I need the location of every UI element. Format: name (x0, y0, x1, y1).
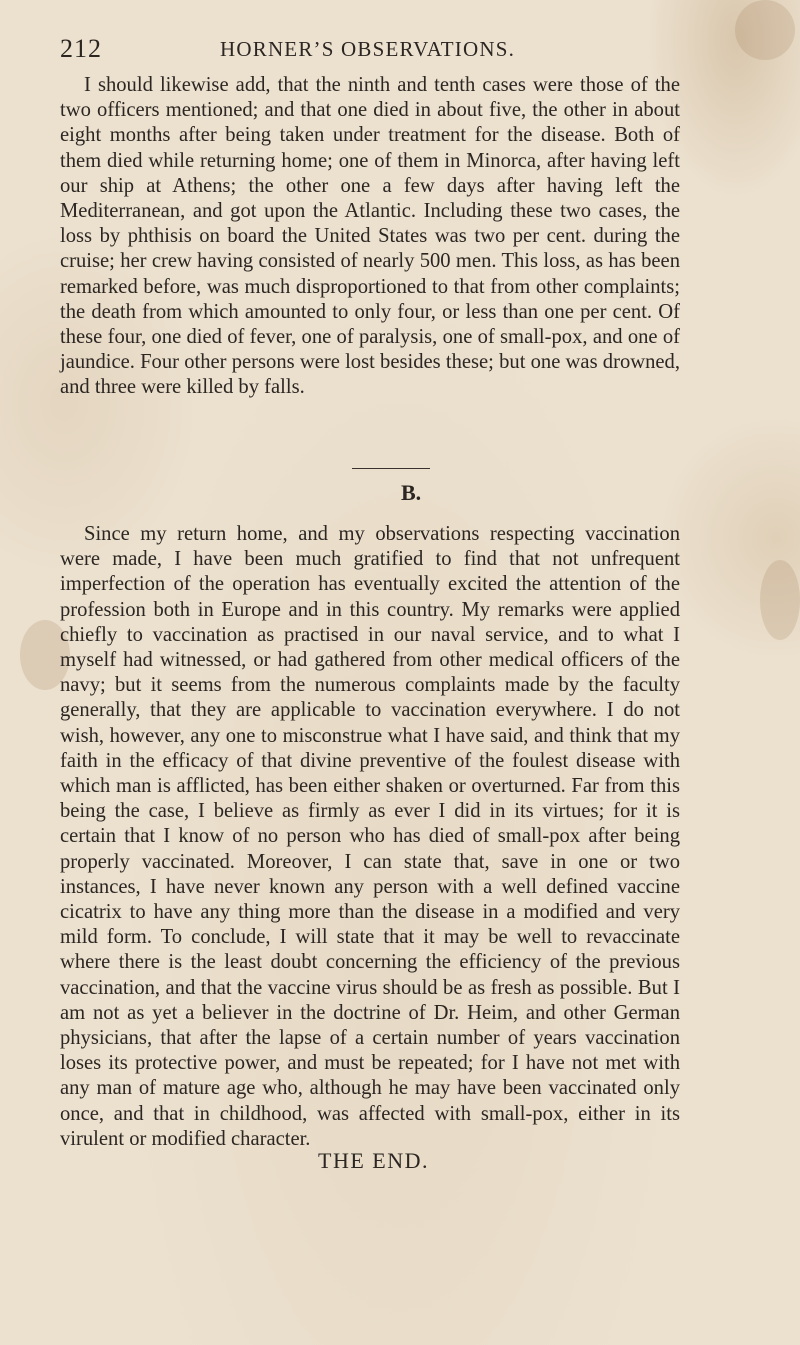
section-label: B. (401, 480, 422, 505)
running-title: HORNER’S OBSERVATIONS. (220, 37, 516, 61)
running-head (60, 34, 700, 64)
paragraph-vaccination: Since my return home, and my observations respecting vaccination were made, I have been much gratified to find that not unfrequent imperfection of the operation has eventually excited the attention of the profession both in Europe and in this country. My remarks were applied chiefly to vaccination as practised in our naval service, and to what I myself had witnessed, or had gathered from other medical officers of the navy; but it seems from the numerous complaints made by the faculty generally, that they are applicable to vaccination everywhere. I do not wish, however, any one to misconstrue what I have said, and think that my faith in the efficacy of that divine preventive of the foulest disease with which man is afflicted, has been either shaken or overturned. Far from this being the case, I believe as firmly as ever I did in its virtues; for it is certain that I know of no person who has died of small-pox after being properly vaccinated. Moreover, I can state that, save in one or two instances, I have never known any person with a well defined vaccine cicatrix to have any thing more than the disease in a modified and very mild form. To conclude, I will state that it may be well to revaccinate where there is the least doubt concerning the efficiency of the previous vaccination, and that the vaccine virus should be as fresh as possible. But I am not as yet a believer in the doctrine of Dr. Heim, and other German physicians, that after the lapse of a certain number of years vaccination loses its protective power, and must be repeated; for I have not met with any man of mature age who, although he may have been vaccinated only once, and that in childhood, was affected with small-pox, either in its virulent or modified character. (60, 523, 680, 1150)
the-end: THE END. (318, 1148, 429, 1173)
paper-stain (760, 560, 800, 640)
paper-stain (735, 0, 795, 60)
page-number: 212 (60, 34, 102, 63)
paragraph-phthisis-losses: I should likewise add, that the ninth and tenth cases were those of the two officers mentioned; and that one died in about five, the other in about eight months after being taken under treatment for the disease. Both of them died while returning home; one of them in Minorca, after having left our ship at Athens; the other one a few days after having left the Mediterranean, and got upon the Atlantic. Including these two cases, the loss by phthisis on board the United States was two per cent. during the cruise; her crew having consisted of nearly 500 men. This loss, as has been remarked before, was much disproportioned to that from other complaints; the death from which amounted to only four, or less than one per cent. Of these four, one died of fever, one of paralysis, one of small-pox, and one of jaundice. Four other persons were lost besides these; but one was drowned, and three were killed by falls. (60, 74, 680, 399)
section-divider (352, 468, 430, 469)
